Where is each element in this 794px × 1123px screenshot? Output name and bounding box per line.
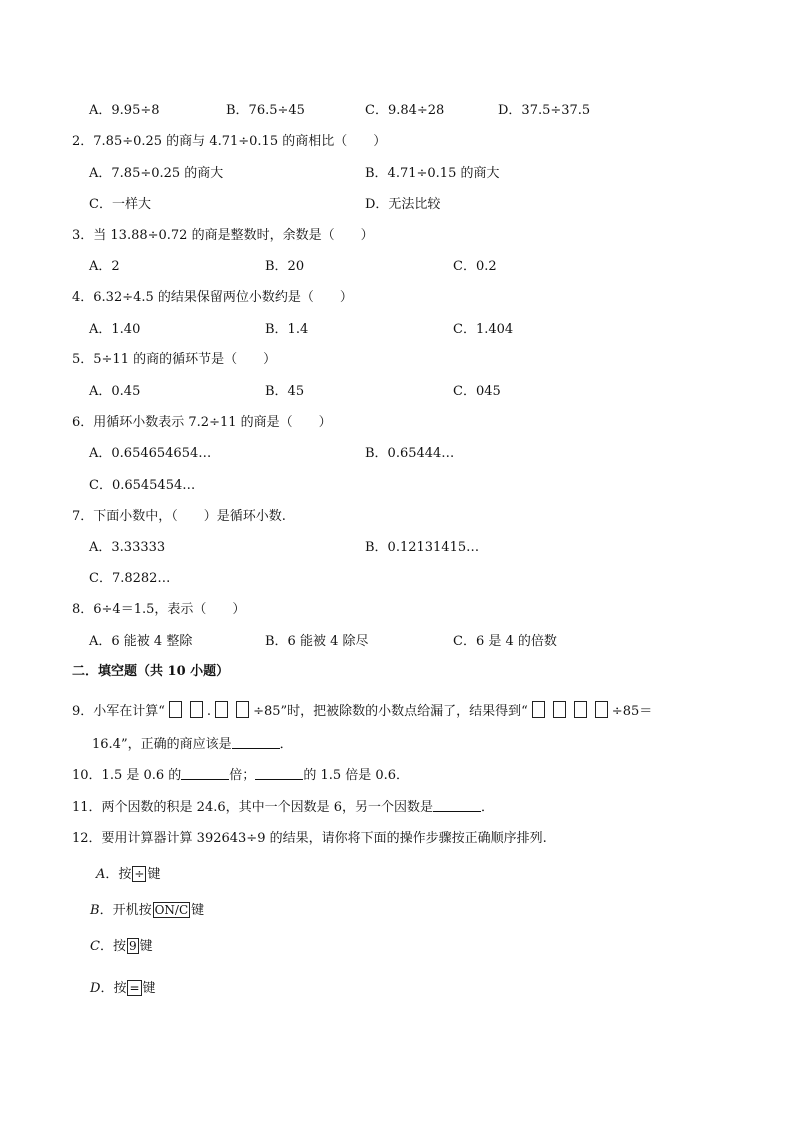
q1-option-b: B．76.5÷45	[226, 103, 305, 118]
answer-blank[interactable]	[181, 767, 229, 780]
answer-blank[interactable]	[255, 767, 303, 780]
q11-text-2: ．	[481, 800, 495, 815]
q9-line1	[72, 701, 652, 721]
step-letter: D	[90, 981, 101, 996]
q8-option-b: B．6 能被 4 除尽	[265, 634, 369, 649]
q6-option-a: A．0.654654654…	[89, 446, 212, 461]
q8-stem: 8．6÷4＝1.5，表示（ ）	[72, 602, 246, 617]
q6-option-b: B．0.65444…	[365, 446, 455, 461]
q4-stem: 4．6.32÷4.5 的结果保留两位小数约是（ ）	[72, 290, 353, 305]
q8-option-a: A．6 能被 4 整除	[89, 634, 193, 649]
q5-option-c: C．045	[453, 384, 501, 399]
q9-text-1: 9．小军在计算“	[72, 704, 165, 719]
answer-blank[interactable]	[433, 799, 481, 812]
q12-step-c	[90, 938, 153, 956]
digit-box	[595, 701, 608, 718]
q12-stem: 12．要用计算器计算 392643÷9 的结果，请你将下面的操作步骤按正确顺序排列.	[72, 831, 547, 846]
q10-line	[72, 767, 409, 785]
digit-box	[215, 701, 228, 718]
q12-step-b	[90, 902, 204, 920]
q5-option-a: A．0.45	[89, 384, 141, 399]
digit-box	[553, 701, 566, 718]
section-title-fill-in: 二．填空题（共 10 小题）	[72, 664, 230, 679]
q3-option-a: A．2	[89, 259, 120, 274]
digit-box	[236, 701, 249, 718]
step-letter: A	[96, 867, 106, 882]
digit-box	[169, 701, 182, 718]
answer-blank[interactable]	[232, 736, 280, 749]
q5-option-b: B．45	[265, 384, 305, 399]
step-text: 键	[142, 981, 156, 996]
step-text: 键	[191, 903, 205, 918]
q11-text-1: 11．两个因数的积是 24.6，其中一个因数是 6，另一个因数是	[72, 800, 434, 815]
q6-option-c: C．0.6545454…	[89, 478, 196, 493]
q6-stem: 6．用循环小数表示 7.2÷11 的商是（ ）	[72, 415, 332, 430]
nine-key-icon: 9	[128, 939, 137, 953]
q9-text-3: ÷85＝	[611, 704, 653, 719]
q9-text-4: 16.4”，正确的商应该是	[92, 737, 232, 752]
q4-option-a: A．1.40	[89, 322, 141, 337]
q5-stem: 5．5÷11 的商的循环节是（ ）	[72, 352, 277, 367]
q7-option-b: B．0.12131415…	[365, 540, 480, 555]
q9-text-2: ÷85”时，把被除数的小数点给漏了，结果得到“	[253, 704, 528, 719]
q10-text-2: 倍；	[229, 768, 256, 783]
step-text: 键	[147, 867, 161, 882]
q9-text-5: ．	[279, 737, 293, 752]
q2-option-c: C．一样大	[89, 197, 151, 212]
step-letter: B	[90, 903, 100, 918]
q12-step-a	[96, 866, 160, 884]
digit-box	[574, 701, 587, 718]
q8-option-c: C．6 是 4 的倍数	[453, 634, 557, 649]
step-text: 键	[139, 939, 153, 954]
q11-line	[72, 799, 494, 817]
q10-text-3: 的 1.5 倍是 0.6．	[303, 768, 410, 783]
q4-option-c: C．1.404	[453, 322, 514, 337]
q12-step-d	[90, 980, 156, 998]
q3-option-c: C．0.2	[453, 259, 497, 274]
q9-line2	[92, 736, 293, 754]
q7-option-c: C．7.8282…	[89, 571, 171, 586]
q2-option-b: B．4.71÷0.15 的商大	[365, 166, 500, 181]
q7-stem: 7．下面小数中，（ ）是循环小数.	[72, 509, 286, 524]
q3-stem: 3．当 13.88÷0.72 的商是整数时，余数是（ ）	[72, 228, 374, 243]
q10-text-1: 10．1.5 是 0.6 的	[72, 768, 182, 783]
step-text: ．按	[99, 939, 126, 954]
q3-option-b: B．20	[265, 259, 305, 274]
q9-decimal-point: .	[206, 704, 212, 719]
q1-option-a: A．9.95÷8	[89, 103, 160, 118]
divide-key-icon: ÷	[134, 867, 145, 881]
on-c-key-icon: ON/C	[154, 903, 189, 917]
q2-option-d: D．无法比较	[365, 197, 441, 212]
step-letter: C	[90, 939, 100, 954]
step-text: ．开机按	[99, 903, 152, 918]
q1-option-d: D．37.5÷37.5	[498, 103, 591, 118]
digit-box	[532, 701, 545, 718]
q4-option-b: B．1.4	[265, 322, 309, 337]
q2-stem: 2．7.85÷0.25 的商与 4.71÷0.15 的商相比（ ）	[72, 134, 387, 149]
step-text: ．按	[100, 981, 127, 996]
digit-box	[190, 701, 203, 718]
equals-key-icon: =	[129, 981, 140, 995]
step-text: ．按	[105, 867, 132, 882]
q1-option-c: C．9.84÷28	[365, 103, 445, 118]
q2-option-a: A．7.85÷0.25 的商大	[89, 166, 224, 181]
q7-option-a: A．3.33333	[89, 540, 166, 555]
